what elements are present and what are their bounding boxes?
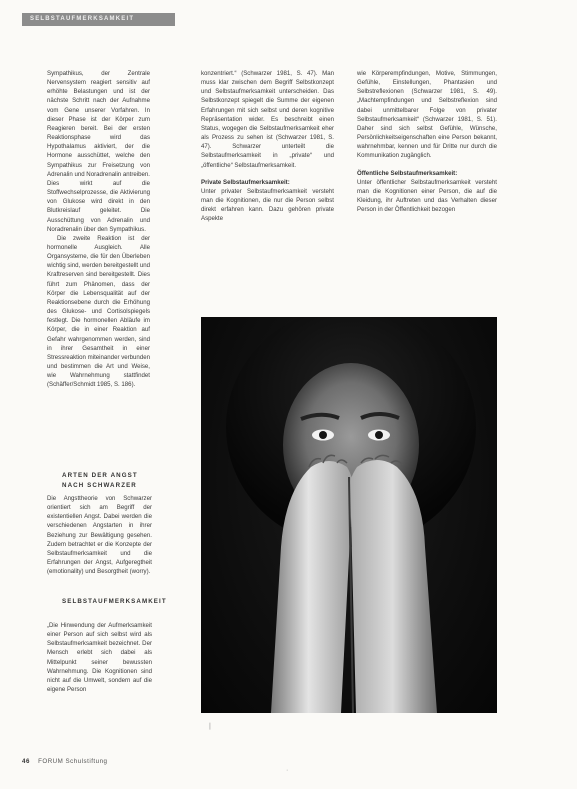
- subheading-selbstaufmerksamkeit: [62, 597, 167, 607]
- paragraph: Unter öffentlicher Selbstaufmerksamkeit versteht man die Kognitionen einer Person, die auf die Kleidung, ihr Auftreten und das Verhalten dieser Person in der Öffentlichkeit bezogen: [357, 178, 497, 214]
- subheading-angst: [62, 471, 162, 490]
- paragraph: konzentriert.“ (Schwarzer 1981, S. 47). Man muss klar zwischen dem Begriff Selbstkonzept und Selbstaufmerksamkeit unterscheiden. Das Selbstkonzept spiegelt die Summe der eigenen Erfahrungen mit sich selbst und deren kognitive Repräsentation wider. Es beschreibt einen Status, wogegen die Selbstaufmerksamkeit eher als Prozess zu sehen ist (Schwarzer 1981, S. 47). Schwarzer unterteilt die Selbstaufmerksamkeit in „private“ und „öffentliche“ Selbstaufmerksamkeit.: [201, 70, 334, 169]
- heading-text: Öffentliche Selbstaufmerksamkeit:: [357, 169, 458, 177]
- column-2: [201, 69, 334, 224]
- paragraph: „Die Hinwendung der Aufmerksamkeit einer Person auf sich selbst wird als Selbstaufmerksamkeit bezeichnet. Der Mensch erlebt sich dabei als Mittelpunkt seiner bewussten Wahrnehmung. Die Kognitionen sind nicht auf die Umwelt, sondern auf die eigene Person: [47, 622, 152, 694]
- column-1-section-3: [47, 621, 152, 694]
- section-label: SELBSTAUFMERKSAMKEIT: [30, 16, 135, 22]
- subheading-line: SELBSTAUFMERKSAMKEIT: [62, 598, 167, 605]
- photo-woman-hands-over-face: [201, 317, 497, 713]
- column-1: [47, 69, 150, 389]
- paragraph: Unter privater Selbstaufmerksamkeit versteht man die Kognitionen, die nur die Person selbst direkt erfahren kann. Dazu gehören private Aspekte: [201, 187, 334, 223]
- paragraph: Sympathikus, der Zentrale Nervensystem reagiert sensitiv auf erhöhte Belastungen und ist der nächste Schritt nach der Aufnahme vom Gene unserer Vorfahren. In dieser Phase ist der Körper zum Reagieren bereit. Bei der ersten Reaktionsphase wird das Hypothalamus aktiviert, der die Hormone ausschüttet, welche den Sympathikus zur Freisetzung von Adrenalin und Noradrenalin antreiben. Dies wirkt auf die Stoffwechselprozesse, die Aktivierung von Glukose wird direkt in den Blutkreislauf geleitet. Die Ausschüttung von Adrenalin und Noradrenalin über den Sympathikus.: [47, 70, 150, 233]
- page-footer: [22, 758, 107, 765]
- paragraph: Die Angsttheorie von Schwarzer orientiert sich am Begriff der existentiellen Angst. Dabei werden die verschiedenen Angstarten in ihrer Beziehung zur Bewältigung gesehen. Zudem betrachtet er die Konzepte der Selbstaufmerksamkeit und die Erfahrungen der Angst, Aufgeregtheit (emotionality) und Besorgtheit (worry).: [47, 495, 152, 576]
- heading-text: Private Selbstaufmerksamkeit:: [201, 178, 290, 186]
- paragraph: wie Körperempfindungen, Motive, Stimmungen, Gefühle, Einstellungen, Phantasien und Selbstreflexionen (Schwarzer 1981, S. 49). „Machtempfindungen und Selbstreflexion sind dabei unmittelbarer Folge von privater Selbstaufmerksamkeit“ (Schwarzer 1981, S. 51). Daher sind sich selbst Gefühle, Wünsche, Persönlichkeitseigenschaften eine Person bekannt, wahrnehmbar, kennen und für Dritte nur durch die Kommunikation zugänglich.: [357, 70, 497, 160]
- subheading-line: NACH SCHWARZER: [62, 481, 137, 489]
- bold-heading-public: [357, 169, 497, 178]
- section-header-bar: [22, 13, 175, 26]
- page-number: 46: [22, 758, 30, 765]
- journal-name: FORUM Schulstiftung: [38, 758, 108, 765]
- margin-mark: ❘: [207, 723, 213, 730]
- paragraph: Die zweite Reaktion ist der hormonelle Ausgleich. Alle Organsysteme, die für den Überleben wichtig sind, werden bereitgestellt und Kraftreserven sind bereitgestellt. Dies führt zum Phänomen, dass der Körper die Lebensqualität auf der Reaktionsebene durch die Erhöhung des Glukose- und Cortisolspiegels festlegt. Die hormonellen Abläufe im Körper, die in einer Reaktion auf Gefahr wahrgenommen werden, sind in ihrer Gesamtheit in einer Stressreaktion miteinander verbunden und bestimmen die Art und Weise, wie Wahrnehmung stattfindet (Schäffer/Schmidt 1985, S. 186).: [47, 234, 150, 389]
- margin-mark: ·: [286, 767, 289, 774]
- column-1-section-2: [47, 494, 152, 576]
- column-3: [357, 69, 497, 214]
- subheading-line: ARTEN DER ANGST: [62, 472, 138, 479]
- photo-illustration: [201, 317, 497, 713]
- bold-heading-private: [201, 178, 334, 187]
